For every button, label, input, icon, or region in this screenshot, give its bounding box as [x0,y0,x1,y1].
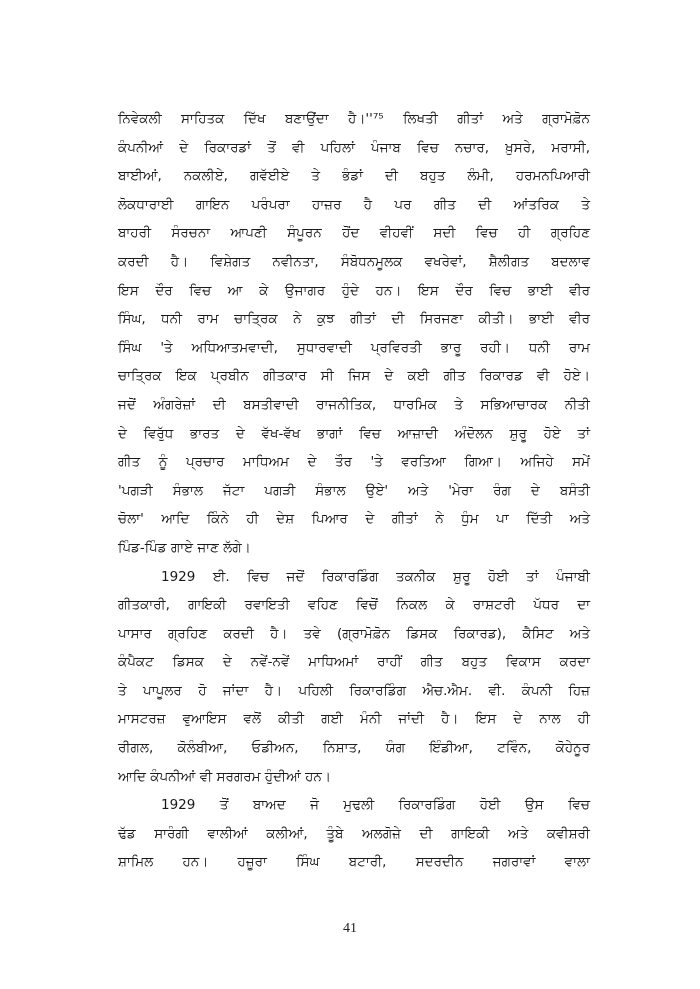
text-line: ਬਾਈਆਂ, ਨਕਲੀਏ, ਗਵੱਈਏ ਤੇ ਭੰਡਾਂ ਦੀ ਬਹੁਤ ਲੰਮੀ, ਹਰਮਨਪਿਆਰੀ [118,168,590,185]
paragraph-start-line: 1929 ਤੋਂ ਬਾਅਦ ਜੋ ਮੁਢਲੀ ਰਿਕਾਰਡਿੰਗ ਹੋਈ ਉਸ ਵਿਚ [161,797,590,814]
text-line: ਸਿੰਘ, ਧਨੀ ਰਾਮ ਚਾਤ੍ਰਿਕ ਨੇ ਕੁਝ ਗੀਤਾਂ ਦੀ ਸਿਰਜਣਾ ਕੀਤੀ। ਭਾਈ ਵੀਰ [118,311,590,328]
page-number: 41 [343,921,357,936]
text-line: ਪਾਸਾਰ ਗ੍ਰਹਿਣ ਕਰਦੀ ਹੈ। ਤਵੇ (ਗ੍ਰਾਮੋਫ਼ੋਨ ਡਿਸਕ ਰਿਕਾਰਡ), ਕੈਸਿਟ ਅਤੇ [118,625,590,642]
text-line: 'ਪਗੜੀ ਸੰਭਾਲ ਜੱਟਾ ਪਗੜੀ ਸੰਭਾਲ ਉਏ' ਅਤੇ 'ਮੇਰਾ ਰੰਗ ਦੇ ਬਸੰਤੀ [118,482,590,499]
text-line: ਲੋਕਧਾਰਾਈ ਗਾਇਨ ਪਰੰਪਰਾ ਹਾਜ਼ਰ ਹੈ ਪਰ ਗੀਤ ਦੀ ਆਂਤਰਿਕ ਤੇ [118,196,590,213]
text-line: ਪਿੰਡ-ਪਿੰਡ ਗਾਏ ਜਾਣ ਲੱਗੇ। [118,539,251,556]
text-line: ਜਦੋਂ ਅੰਗਰੇਜ਼ਾਂ ਦੀ ਬਸਤੀਵਾਦੀ ਰਾਜਨੀਤਿਕ, ਧਾਰਮਿਕ ਤੇ ਸਭਿਆਚਾਰਕ ਨੀਤੀ [118,396,590,413]
paragraph-start-line: 1929 ਈ. ਵਿਚ ਜਦੋਂ ਰਿਕਾਰਡਿੰਗ ਤਕਨੀਕ ਸ਼ੁਰੂ ਹੋਈ ਤਾਂ ਪੰਜਾਬੀ [161,568,590,585]
text-line: ਢੱਡ ਸਾਰੰਗੀ ਵਾਲੀਆਂ ਕਲੀਆਂ, ਤੂੰਬੇ ਅਲਗੋਜ਼ੇ ਦੀ ਗਾਇਕੀ ਅਤੇ ਕਵੀਸ਼ਰੀ [118,825,590,842]
text-line: ਦੇ ਵਿਰੁੱਧ ਭਾਰਤ ਦੇ ਵੱਖ-ਵੱਖ ਭਾਗਾਂ ਵਿਚ ਆਜ਼ਾਦੀ ਅੰਦੋਲਨ ਸ਼ੁਰੂ ਹੋਏ ਤਾਂ [118,425,590,442]
text-line: ਕਰਦੀ ਹੈ। ਵਿਸ਼ੇਗਤ ਨਵੀਨਤਾ, ਸੰਬੋਧਨਮੂਲਕ ਵਖਰੇਵਾਂ, ਸ਼ੈਲੀਗਤ ਬਦਲਾਵ [118,253,590,270]
text-line: ਚੋਲਾ' ਆਦਿ ਕਿੰਨੇ ਹੀ ਦੇਸ਼ ਪਿਆਰ ਦੇ ਗੀਤਾਂ ਨੇ ਧੁੰਮ ਪਾ ਦਿੱਤੀ ਅਤੇ [118,511,590,528]
text-line: ਮਾਸਟਰਜ਼ ਵੁਆਇਸ ਵਲੋਂ ਕੀਤੀ ਗਈ ਮੰਨੀ ਜਾਂਦੀ ਹੈ। ਇਸ ਦੇ ਨਾਲ ਹੀ [118,711,590,728]
text-line: ਤੇ ਪਾਪੂਲਰ ਹੋ ਜਾਂਦਾ ਹੈ। ਪਹਿਲੀ ਰਿਕਾਰਡਿੰਗ ਐਚ.ਐਮ. ਵੀ. ਕੰਪਨੀ ਹਿਜ਼ [118,682,590,699]
text-line: ਰੀਗਲ, ਕੋਲੰਬੀਆ, ਓਡੀਅਨ, ਨਿਸ਼ਾਤ, ਯੰਗ ਇੰਡੀਆ, ਟਵਿੰਨ, ਕੋਹੇਨੂਰ [118,740,590,757]
text-line: ਗੀਤ ਨੂੰ ਪ੍ਰਚਾਰ ਮਾਧਿਅਮ ਦੇ ਤੌਰ 'ਤੇ ਵਰਤਿਆ ਗਿਆ। ਅਜਿਹੇ ਸਮੇਂ [118,454,590,471]
text-line: ਨਿਵੇਕਲੀ ਸਾਹਿਤਕ ਦਿੱਖ ਬਣਾਉਂਦਾ ਹੈ।''⁷⁵ ਲਿਖਤੀ ਗੀਤਾਂ ਅਤੇ ਗ੍ਰਾਮੋਫ਼ੋਨ [118,111,590,127]
text-line: ਚਾਤ੍ਰਿਕ ਇਕ ਪ੍ਰਬੀਨ ਗੀਤਕਾਰ ਸੀ ਜਿਸ ਦੇ ਕਈ ਗੀਤ ਰਿਕਾਰਡ ਵੀ ਹੋਏ। [118,368,590,385]
text-line: ਇਸ ਦੌਰ ਵਿਚ ਆ ਕੇ ਉਜਾਗਰ ਹੁੰਦੇ ਹਨ। ਇਸ ਦੌਰ ਵਿਚ ਭਾਈ ਵੀਰ [118,282,590,299]
text-line: ਕੰਪਨੀਆਂ ਦੇ ਰਿਕਾਰਡਾਂ ਤੋਂ ਵੀ ਪਹਿਲਾਂ ਪੰਜਾਬ ਵਿਚ ਨਚਾਰ, ਖ਼ੁਸਰੇ, ਮਰਾਸੀ, [118,139,590,156]
text-line: ਗੀਤਕਾਰੀ, ਗਾਇਕੀ ਰਵਾਇਤੀ ਵਹਿਣ ਵਿਚੋਂ ਨਿਕਲ ਕੇ ਰਾਸ਼ਟਰੀ ਪੱਧਰ ਦਾ [118,597,590,614]
text-line: ਸ਼ਾਮਿਲ ਹਨ। ਹਜ਼ੂਰਾ ਸਿੰਘ ਬਟਾਰੀ, ਸਦਰਦੀਨ ਜਗਰਾਵਾਂ ਵਾਲਾ [118,854,590,871]
text-line: ਬਾਹਰੀ ਸੰਰਚਨਾ ਆਪਣੀ ਸੰਪੂਰਨ ਹੋਂਦ ਵੀਹਵੀਂ ਸਦੀ ਵਿਚ ਹੀ ਗ੍ਰਹਿਣ [118,225,590,242]
text-line: ਆਦਿ ਕੰਪਨੀਆਂ ਵੀ ਸਰਗਰਮ ਹੁੰਦੀਆਂ ਹਨ। [118,768,331,785]
body-text [118,105,590,877]
text-line: ਸਿੰਘ 'ਤੇ ਅਧਿਆਤਮਵਾਦੀ, ਸੁਧਾਰਵਾਦੀ ਪ੍ਰਵਿਰਤੀ ਭਾਰੂ ਰਹੀ। ਧਨੀ ਰਾਮ [118,339,590,356]
text-line: ਕੰਪੈਕਟ ਡਿਸਕ ਦੇ ਨਵੇਂ-ਨਵੇਂ ਮਾਧਿਅਮਾਂ ਰਾਹੀਂ ਗੀਤ ਬਹੁਤ ਵਿਕਾਸ ਕਰਦਾ [118,654,590,671]
